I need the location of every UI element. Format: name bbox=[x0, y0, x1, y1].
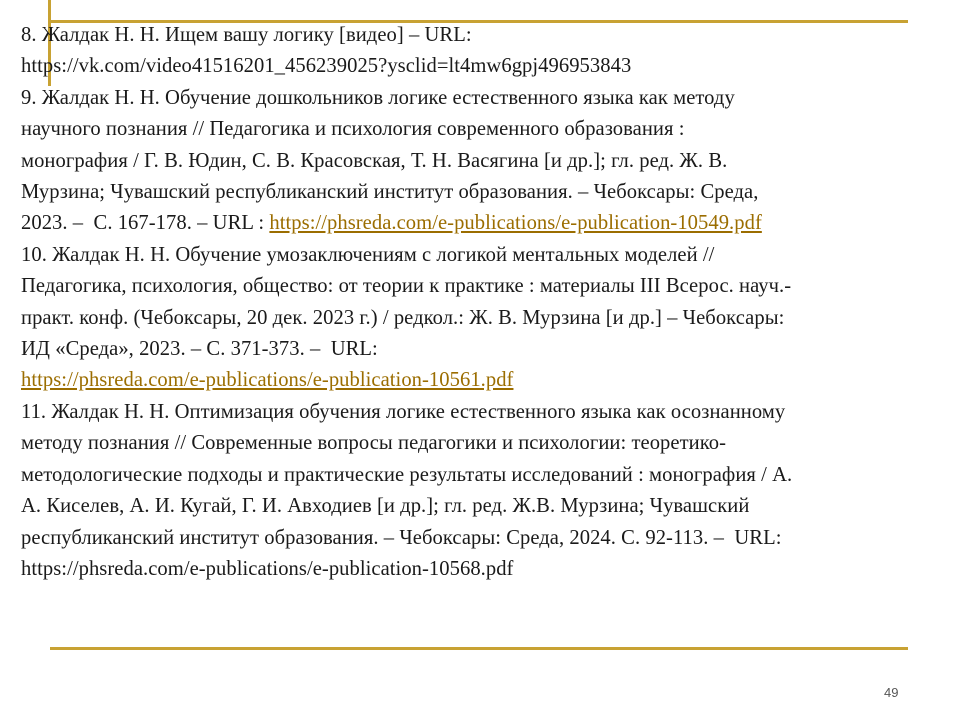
reference-item-8 bbox=[21, 20, 941, 83]
reference-line: практ. конф. (Чебоксары, 20 дек. 2023 г.) / редкол.: Ж. В. Мурзина [и др.] – Чебоксары: bbox=[21, 306, 785, 329]
reference-line: 11. Жалдак Н. Н. Оптимизация обучения логике естественного языка как осознанному bbox=[21, 400, 786, 423]
reference-line bbox=[21, 208, 941, 239]
reference-text: 2023. – С. 167-178. – URL : bbox=[21, 212, 270, 235]
reference-line: А. Киселев, А. И. Кугай, Г. И. Авходиев [и др.]; гл. ред. Ж.В. Мурзина; Чувашский bbox=[21, 495, 750, 518]
reference-line: 10. Жалдак Н. Н. Обучение умозаключениям с логикой ментальных моделей // bbox=[21, 243, 715, 266]
reference-line: методу познания // Современные вопросы педагогики и психологии: теоретико- bbox=[21, 432, 726, 455]
reference-line bbox=[21, 365, 941, 396]
reference-line: методологические подходы и практические результаты исследований : монография / А. bbox=[21, 463, 793, 486]
reference-line: научного познания // Педагогика и психология современного образования : bbox=[21, 118, 685, 141]
page-number: 49 bbox=[884, 685, 899, 700]
reference-item-9 bbox=[21, 83, 941, 240]
reference-line: республиканский институт образования. – Чебоксары: Среда, 2024. С. 92-113. – URL: bbox=[21, 526, 782, 549]
reference-line: Педагогика, психология, общество: от теории к практике : материалы III Всерос. науч.- bbox=[21, 275, 792, 298]
reference-line: монография / Г. В. Юдин, С. В. Красовская, Т. Н. Васягина [и др.]; гл. ред. Ж. В. bbox=[21, 149, 728, 172]
reference-line: Мурзина; Чувашский республиканский институт образования. – Чебоксары: Среда, bbox=[21, 181, 759, 204]
reference-line: ИД «Среда», 2023. – С. 371-373. – URL: bbox=[21, 338, 378, 361]
reference-url: https://vk.com/video41516201_456239025?ysclid=lt4mw6gpj496953843 bbox=[21, 55, 632, 78]
reference-line: 8. Жалдак Н. Н. Ищем вашу логику [видео] – URL: bbox=[21, 24, 472, 46]
reference-link[interactable]: https://phsreda.com/e-publications/e-publication-10549.pdf bbox=[269, 212, 762, 235]
bottom-decorative-rule bbox=[50, 647, 908, 650]
reference-link[interactable]: https://phsreda.com/e-publications/e-publication-10561.pdf bbox=[21, 369, 514, 392]
reference-line: 9. Жалдак Н. Н. Обучение дошкольников логике естественного языка как методу bbox=[21, 86, 735, 109]
reference-url: https://phsreda.com/e-publications/e-publication-10568.pdf bbox=[21, 557, 514, 580]
reference-list bbox=[21, 20, 941, 585]
reference-item-10 bbox=[21, 240, 941, 397]
reference-item-11 bbox=[21, 397, 941, 585]
